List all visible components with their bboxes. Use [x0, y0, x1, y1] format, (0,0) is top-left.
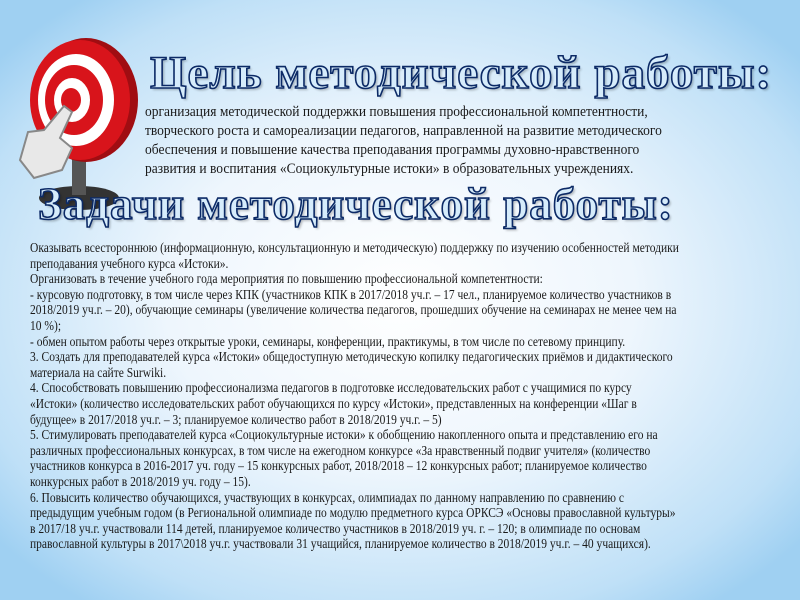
task-line: Организовать в течение учебного года мероприятия по повышению профессиональной компетентности: — [30, 271, 543, 287]
goal-line: организация методической поддержки повышения профессиональной компетентности, — [145, 104, 648, 120]
task-line: предыдущим учебным годом (в Региональной олимпиаде по модулю предметного курса ОРКСЭ «Основы православной культуры» — [30, 505, 676, 521]
goal-title: Цель методической работы: — [150, 47, 773, 99]
tasks-title: Задачи методической работы: — [38, 179, 674, 229]
tasks-text — [30, 240, 785, 552]
goal-line: творческого роста и самореализации педагогов, направленной на развитие методического — [145, 123, 662, 139]
task-line: 3. Создать для преподавателей курса «Истоки» общедоступную методическую копилку педагогических приёмов и дидактического — [30, 349, 673, 365]
task-line: 10 %); — [30, 317, 62, 333]
task-line: - курсовую подготовку, в том числе через КПК (участников КПК в 2017/2018 уч.г. – 17 чел., планируемое количество участников в — [30, 286, 672, 302]
task-line: 2018/2019 уч.г. – 20), обучающие семинары (увеличение количества педагогов, прошедших обучение на семинарах не менее чем на — [30, 302, 677, 318]
task-line: «Истоки» (количество исследовательских работ обучающихся по курсу «Истоки», представленных на конференции «Шаг в — [30, 395, 637, 411]
task-line: различных профессиональных конкурсах, в том числе на ежегодном конкурсе «За нравственный подвиг учителя» (количество — [30, 442, 651, 458]
task-line: конкурсных работ в 2018/2019 уч. году – 15). — [30, 473, 251, 489]
task-line: участников конкурса в 2016-2017 уч. году – 15 конкурсных работ, 2018/2018 – 12 конкурсных работ; планируемое количество — [30, 458, 647, 474]
task-line: материала на сайте Surwiki. — [30, 364, 167, 380]
task-line: в 2017/18 уч.г. участвовали 114 детей, планируемое количество участников в 2018/2019 уч. г. – 120; в олимпиаде по основам — [30, 520, 641, 536]
task-line: 5. Стимулировать преподавателей курса «Социокультурные истоки» к обобщению накопленного опыта и представлению его на — [30, 427, 658, 443]
goal-line: развития и воспитания «Социокультурные истоки» в образовательных учреждениях. — [145, 161, 634, 177]
task-line: 6. Повысить количество обучающихся, участвующих в конкурсах, олимпиадах по данному направлению по сравнению с — [30, 489, 625, 505]
task-line: 4. Способствовать повышению профессионализма педагогов в подготовке исследовательских работ с учащимися по курсу — [30, 380, 632, 396]
task-line: православной культуры в 2017\2018 уч.г. участвовали 31 учащийся, планируемое количество в 2018/2019 уч.г. – 40 учащихся). — [30, 536, 651, 552]
goal-line: обеспечения и повышение качества преподавания программы духовно-нравственного — [145, 142, 640, 158]
task-line: - обмен опытом работы через открытые уроки, семинары, конференции, практикумы, в том числе по сетевому принципу. — [30, 333, 626, 349]
goal-text — [145, 103, 719, 179]
task-line: Оказывать всестороннюю (информационную, консультационную и методическую) поддержку по изучению особенностей методики — [30, 240, 679, 255]
task-line: будущее» в 2017/2018 уч.г. – 3; планируемое количество работ в 2018/2019 уч.г. – 5) — [30, 411, 442, 427]
task-line: преподавания учебного курса «Истоки». — [30, 255, 229, 271]
